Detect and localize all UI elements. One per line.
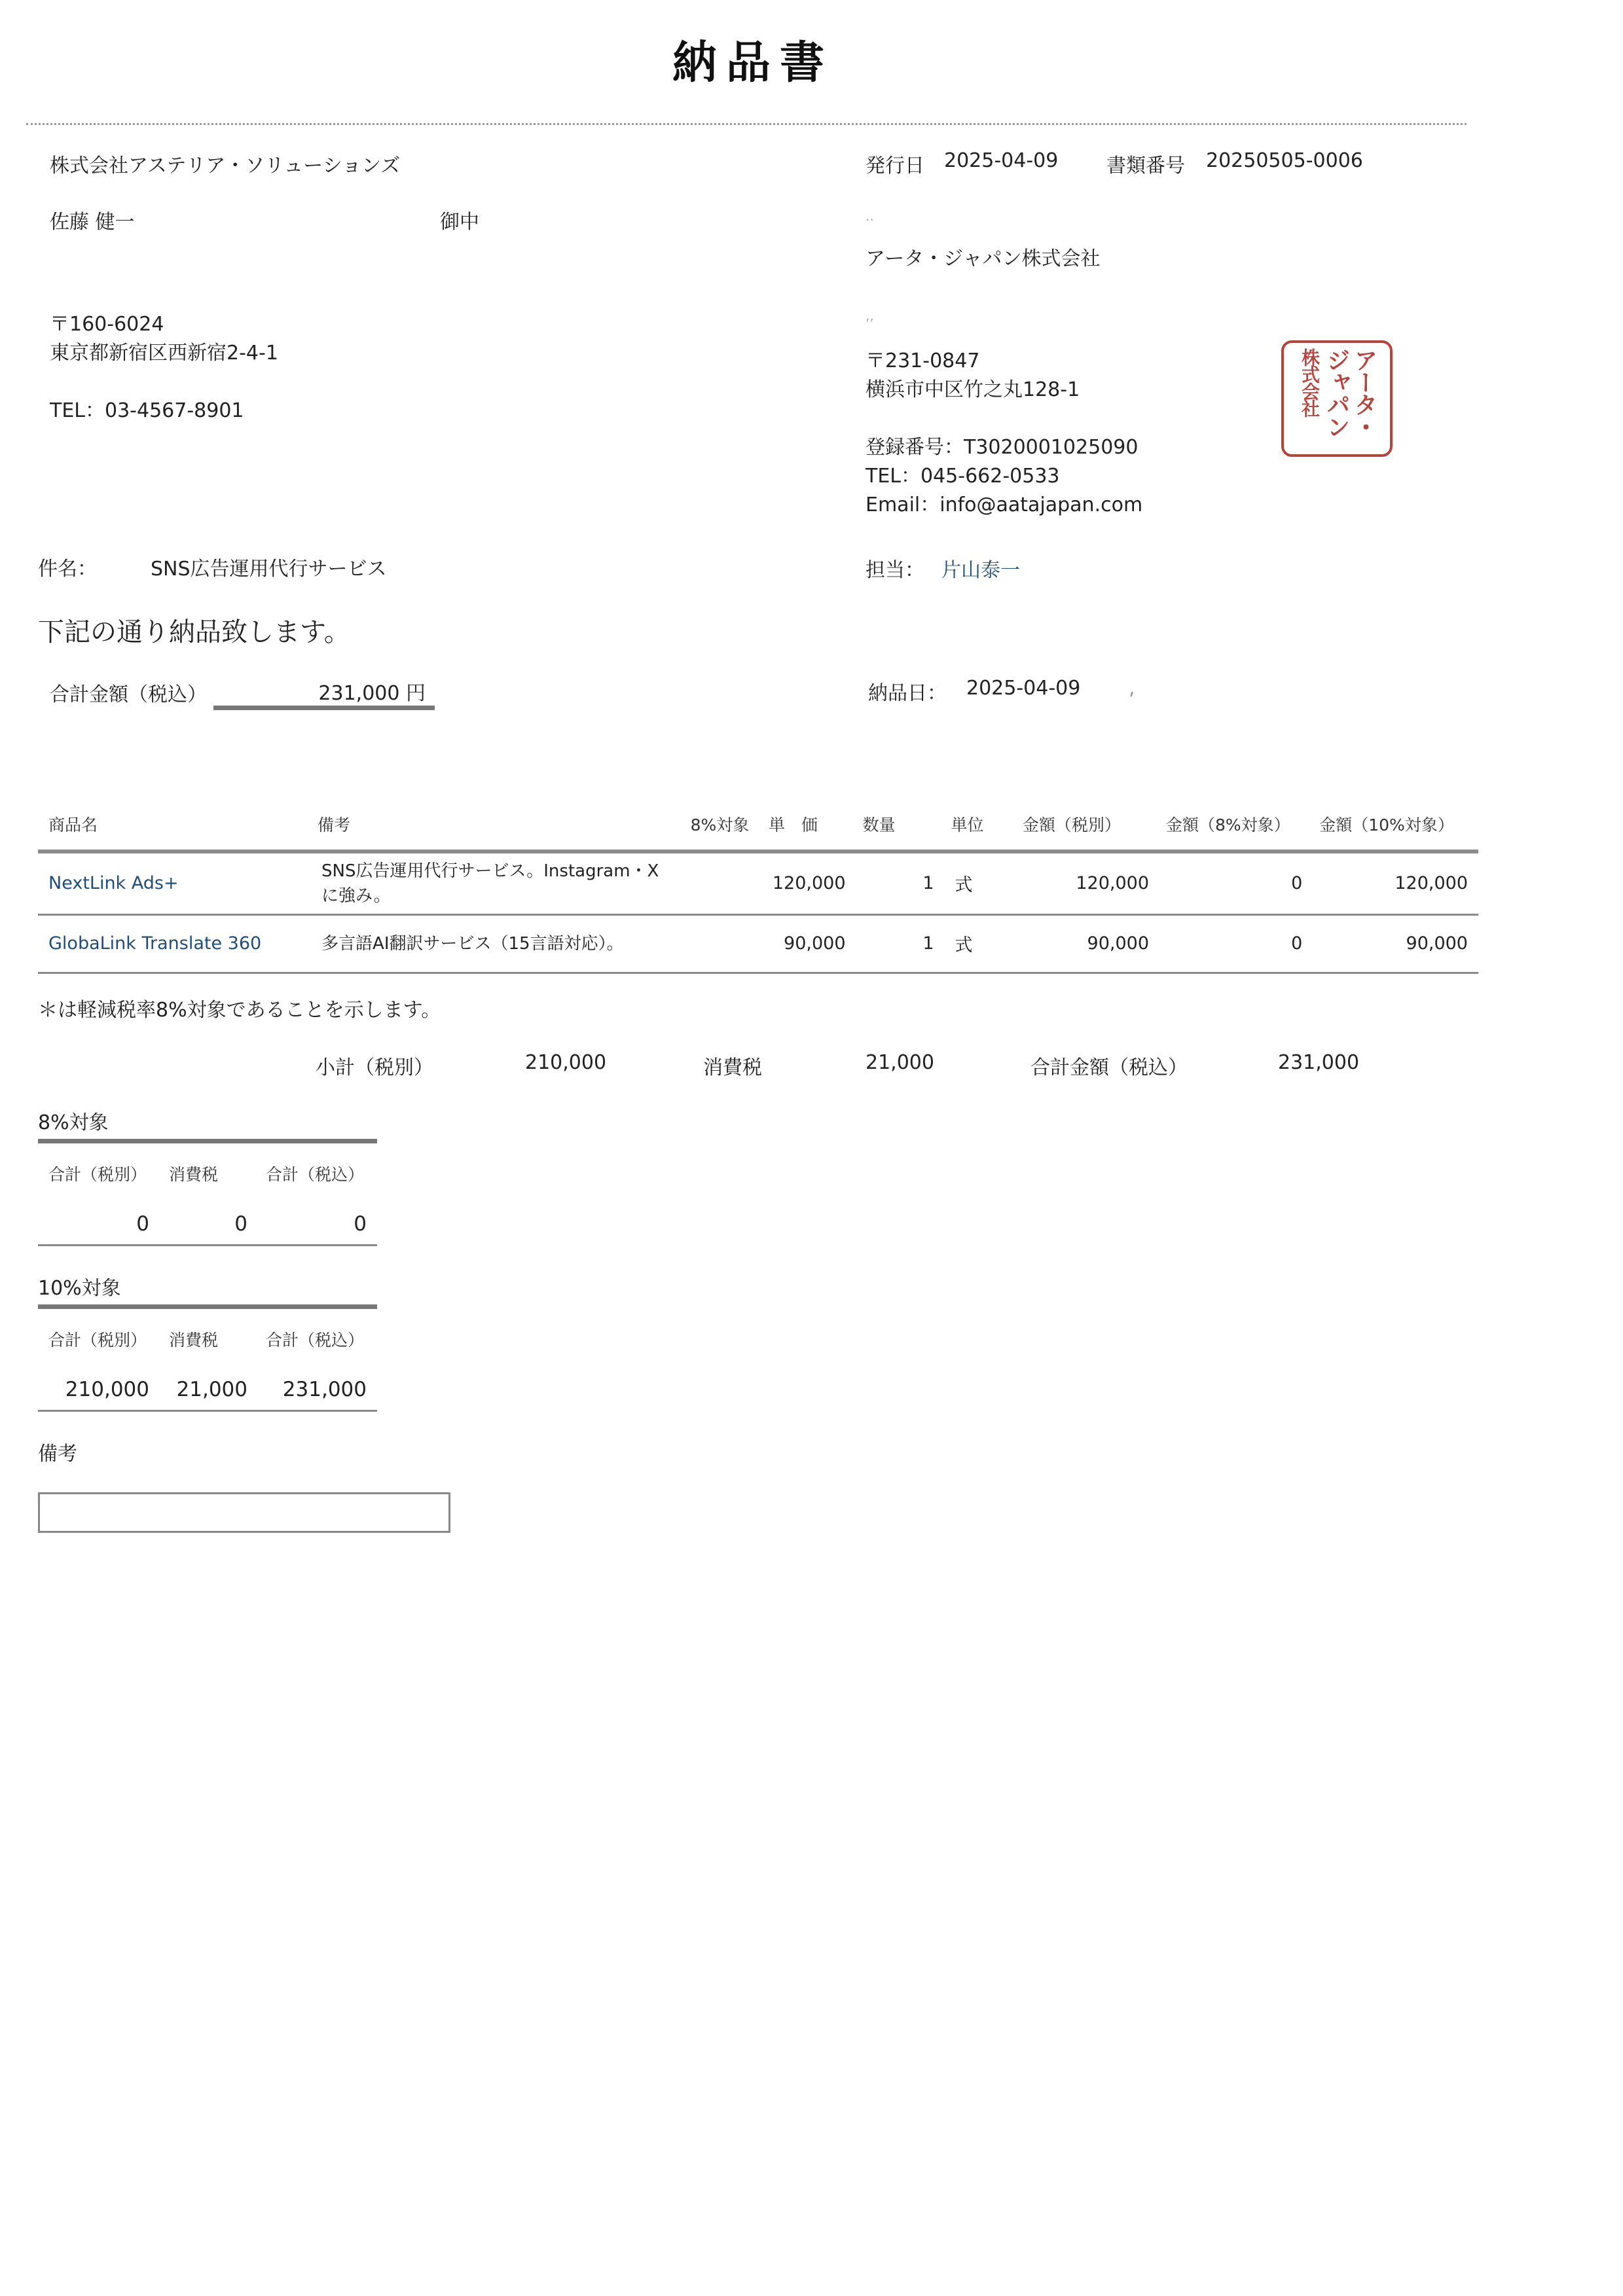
product-amount8: 0	[1291, 933, 1303, 954]
delivery-label: 納品日：	[868, 682, 947, 705]
product-amount: 90,000	[1087, 933, 1150, 954]
company-seal-stamp	[1281, 340, 1393, 457]
tax8-summary	[38, 1106, 377, 1246]
header-note: 備考	[318, 816, 351, 834]
product-note: 多言語AI翻訳サービス（15言語対応）。	[321, 933, 624, 954]
tax10-header-tax: 消費税	[169, 1331, 219, 1350]
intro-text: 下記の通り納品致します。	[38, 617, 350, 647]
product-tax8	[684, 852, 762, 914]
grand-total-value: 231,000	[1278, 1051, 1360, 1074]
header-amount8: 金額（8%対象）	[1166, 816, 1290, 834]
header-amount: 金額（税別）	[1022, 816, 1121, 834]
issuer-mark-2: ,,	[866, 308, 874, 323]
seal-text-line-2: ジャパン	[1323, 348, 1351, 437]
issuer-mark: ..	[866, 208, 874, 224]
table-row	[38, 914, 1478, 973]
reduced-tax-note: ＊は軽減税率8%対象であることを示します。	[38, 999, 441, 1022]
issue-date: 2025-04-09	[944, 149, 1059, 172]
issue-date-label: 発行日	[866, 154, 924, 177]
customer-honorific: 御中	[440, 211, 479, 234]
table-header-row	[38, 798, 1478, 852]
table-row	[38, 852, 1478, 914]
tax8-bar	[38, 1139, 377, 1143]
items-table	[38, 798, 1478, 974]
customer-postal: 〒160-6024	[50, 313, 164, 336]
tax8-header-gross: 合計（税込）	[266, 1165, 365, 1184]
subtotal-value: 210,000	[525, 1051, 607, 1074]
tax8-title: 8%対象	[38, 1111, 109, 1134]
header-unit-price: 単 価	[768, 816, 818, 834]
seal-text-line-1: アータ・	[1351, 348, 1378, 437]
remarks-label: 備考	[38, 1443, 77, 1465]
tax10-header-gross: 合計（税込）	[266, 1331, 365, 1350]
product-note: SNS広告運用代行サービス。Instagram・Xに強み。	[321, 861, 659, 906]
product-tax8	[684, 914, 762, 973]
staff-label: 担当：	[866, 559, 924, 582]
tax8-gross: 0	[354, 1212, 367, 1236]
product-name[interactable]: GlobaLink Translate 360	[48, 933, 262, 954]
header-product: 商品名	[48, 816, 98, 834]
header-tax8: 8%対象	[690, 816, 750, 834]
product-unit: 式	[955, 875, 973, 896]
product-amount10: 90,000	[1406, 933, 1468, 954]
total-amount: 231,000 円	[318, 682, 426, 705]
issuer-address: 横浜市中区竹之丸128-1	[866, 378, 1080, 401]
grand-total-label: 合計金額（税込）	[1030, 1056, 1188, 1079]
product-qty: 1	[922, 873, 934, 894]
tax10-header-net: 合計（税別）	[48, 1331, 147, 1350]
product-amount: 120,000	[1076, 873, 1150, 894]
product-price: 120,000	[772, 873, 846, 894]
product-price: 90,000	[784, 933, 846, 954]
tax10-bar	[38, 1304, 377, 1309]
tax8-header-tax: 消費税	[169, 1165, 219, 1184]
product-amount10: 120,000	[1395, 873, 1468, 894]
staff-name[interactable]: 片山泰一	[941, 559, 1020, 582]
header-amount10: 金額（10%対象）	[1319, 816, 1454, 834]
customer-company: 株式会社アステリア・ソリューションズ	[50, 154, 401, 177]
issuer-tel: TEL：045-662-0533	[866, 465, 1060, 488]
tax10-title: 10%対象	[38, 1277, 121, 1300]
product-amount8: 0	[1291, 873, 1303, 894]
doc-number-label: 書類番号	[1106, 154, 1185, 177]
total-underline	[213, 706, 435, 710]
product-unit: 式	[955, 935, 973, 956]
delivery-mark: ,	[1129, 677, 1135, 700]
tax-value: 21,000	[866, 1051, 934, 1074]
tax10-gross: 231,000	[282, 1378, 367, 1401]
customer-address: 東京都新宿区西新宿2-4-1	[50, 342, 278, 365]
tax8-header-net: 合計（税別）	[48, 1165, 147, 1184]
doc-number: 20250505-0006	[1206, 149, 1363, 172]
subject-value: SNS広告運用代行サービス	[151, 558, 387, 581]
issuer-company: アータ・ジャパン株式会社	[866, 247, 1101, 270]
tax10-tax: 21,000	[176, 1378, 247, 1401]
issuer-postal: 〒231-0847	[866, 350, 980, 372]
document-title: 納品書	[672, 37, 833, 89]
seal-text-line-3: 株式会社	[1299, 348, 1321, 416]
tax8-net: 0	[136, 1212, 149, 1236]
total-label: 合計金額（税込）	[50, 683, 207, 706]
remarks-box[interactable]	[38, 1492, 450, 1533]
header-qty: 数量	[862, 816, 896, 834]
customer-person: 佐藤 健一	[50, 211, 135, 234]
tax10-summary	[38, 1272, 377, 1412]
subtotal-label: 小計（税別）	[316, 1056, 433, 1079]
title-divider	[26, 123, 1467, 125]
header-unit: 単位	[951, 816, 984, 834]
tax10-net: 210,000	[65, 1378, 149, 1401]
subject-label: 件名：	[38, 558, 97, 581]
customer-tel: TEL：03-4567-8901	[50, 399, 244, 422]
product-name[interactable]: NextLink Ads+	[48, 873, 179, 894]
product-qty: 1	[922, 933, 934, 954]
delivery-date: 2025-04-09	[966, 677, 1081, 700]
issuer-registration: 登録番号：T3020001025090	[866, 436, 1139, 459]
tax8-tax: 0	[234, 1212, 247, 1236]
tax-label: 消費税	[703, 1056, 762, 1079]
issuer-email: Email：info@aatajapan.com	[866, 493, 1143, 516]
